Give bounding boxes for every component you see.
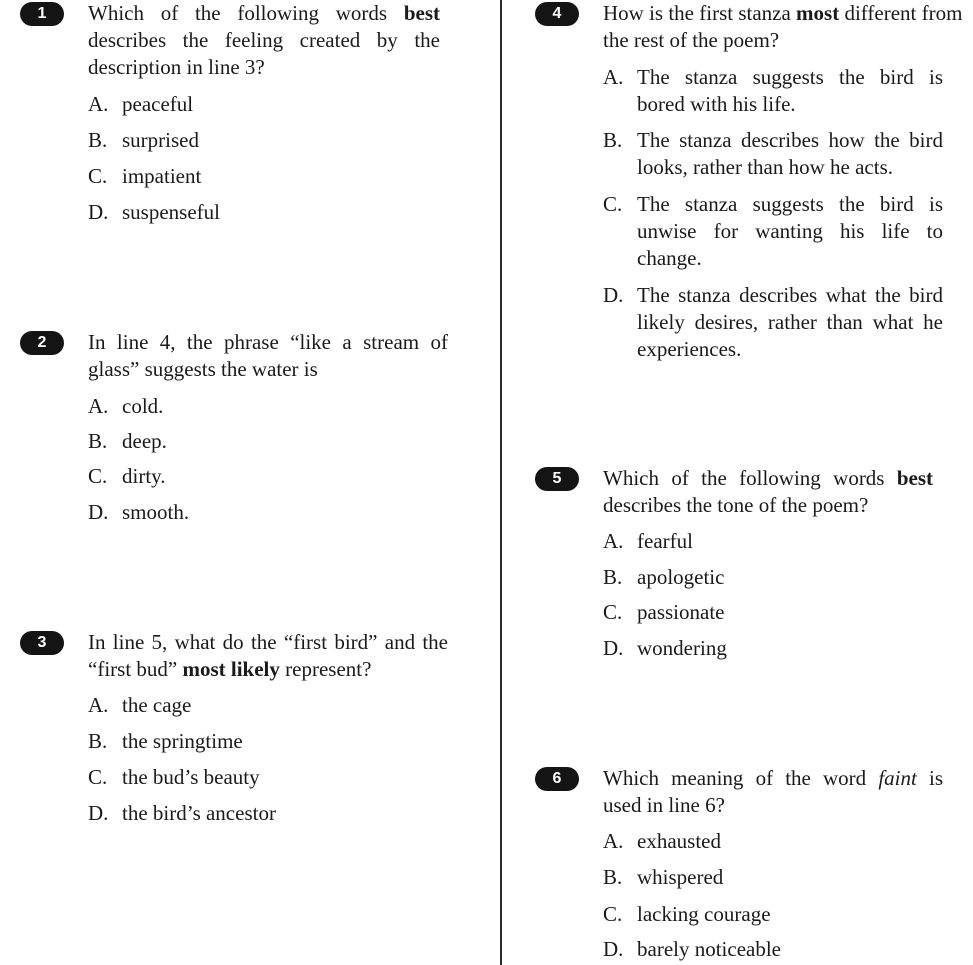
column-divider: [500, 0, 502, 965]
question-number-badge: 4: [535, 2, 579, 26]
emphasis: faint: [878, 766, 917, 790]
option-letter: B.: [603, 865, 623, 889]
option-letter: A.: [603, 65, 624, 89]
option-letter: D.: [603, 283, 624, 307]
option-letter: C.: [603, 600, 623, 624]
option-text: fearful: [637, 529, 693, 553]
option-text: cold.: [122, 394, 164, 418]
question-stem: In line 5, what do the “first bird” and the “first bud” most likely represent?: [88, 630, 448, 681]
question-number-badge: 5: [535, 467, 579, 491]
option-letter: C.: [603, 192, 623, 216]
question-number-badge: 3: [20, 631, 64, 655]
option-letter: A.: [603, 529, 624, 553]
question-number-badge: 2: [20, 331, 64, 355]
option-letter: A.: [88, 693, 109, 717]
option-letter: B.: [603, 565, 623, 589]
option-text: The stanza describes how the bird looks, rather than how he acts.: [637, 128, 943, 179]
emphasis: most: [796, 1, 840, 25]
option-letter: D.: [88, 200, 109, 224]
emphasis: most likely: [182, 657, 280, 681]
option-text: lacking courage: [637, 902, 771, 926]
option-text: surprised: [122, 128, 199, 152]
option-text: impatient: [122, 164, 202, 188]
question-stem: Which meaning of the word faint is used in line 6?: [603, 766, 943, 817]
option-text: peaceful: [122, 92, 194, 116]
option-text: passionate: [637, 600, 725, 624]
option-text: smooth.: [122, 500, 190, 524]
option-letter: B.: [88, 429, 108, 453]
option-letter: D.: [603, 937, 624, 961]
option-letter: C.: [88, 464, 108, 488]
option-text: whispered: [637, 865, 724, 889]
option-text: suspenseful: [122, 200, 220, 224]
option-text: the cage: [122, 693, 192, 717]
option-letter: B.: [88, 128, 108, 152]
emphasis: best: [403, 1, 440, 25]
option-letter: D.: [88, 500, 109, 524]
question-4: [535, 0, 973, 370]
option-letter: A.: [88, 92, 109, 116]
question-5: [535, 465, 973, 665]
option-letter: C.: [88, 164, 108, 188]
option-letter: A.: [603, 829, 624, 853]
option-letter: C.: [603, 902, 623, 926]
option-text: The stanza describes what the bird likely desires, rather than what he experiences.: [637, 283, 943, 361]
option-text: apologetic: [637, 565, 725, 589]
option-letter: C.: [88, 765, 108, 789]
option-text: barely noticeable: [637, 937, 782, 961]
option-letter: D.: [603, 636, 624, 660]
option-letter: A.: [88, 394, 109, 418]
question-stem: How is the first stanza most different from the rest of the poem?: [603, 1, 963, 52]
question-stem: Which of the following words best describes the tone of the poem?: [603, 466, 933, 517]
option-text: The stanza suggests the bird is unwise for wanting his life to change.: [637, 192, 943, 270]
option-letter: B.: [88, 729, 108, 753]
option-text: the springtime: [122, 729, 243, 753]
question-3: [20, 629, 480, 839]
option-text: wondering: [637, 636, 727, 660]
question-6: [535, 765, 973, 965]
question-stem: Which of the following words best describes the feeling created by the description in line 3?: [88, 1, 440, 79]
question-1: [20, 0, 480, 240]
question-stem: In line 4, the phrase “like a stream of glass” suggests the water is: [88, 330, 448, 381]
option-letter: D.: [88, 801, 109, 825]
option-text: dirty.: [122, 464, 166, 488]
option-letter: B.: [603, 128, 623, 152]
question-number-badge: 1: [20, 2, 64, 26]
option-text: exhausted: [637, 829, 721, 853]
option-text: The stanza suggests the bird is bored with his life.: [637, 65, 943, 116]
option-text: the bird’s ancestor: [122, 801, 276, 825]
emphasis: best: [896, 466, 933, 490]
question-2: [20, 329, 480, 539]
question-number-badge: 6: [535, 767, 579, 791]
option-text: deep.: [122, 429, 167, 453]
option-text: the bud’s beauty: [122, 765, 260, 789]
